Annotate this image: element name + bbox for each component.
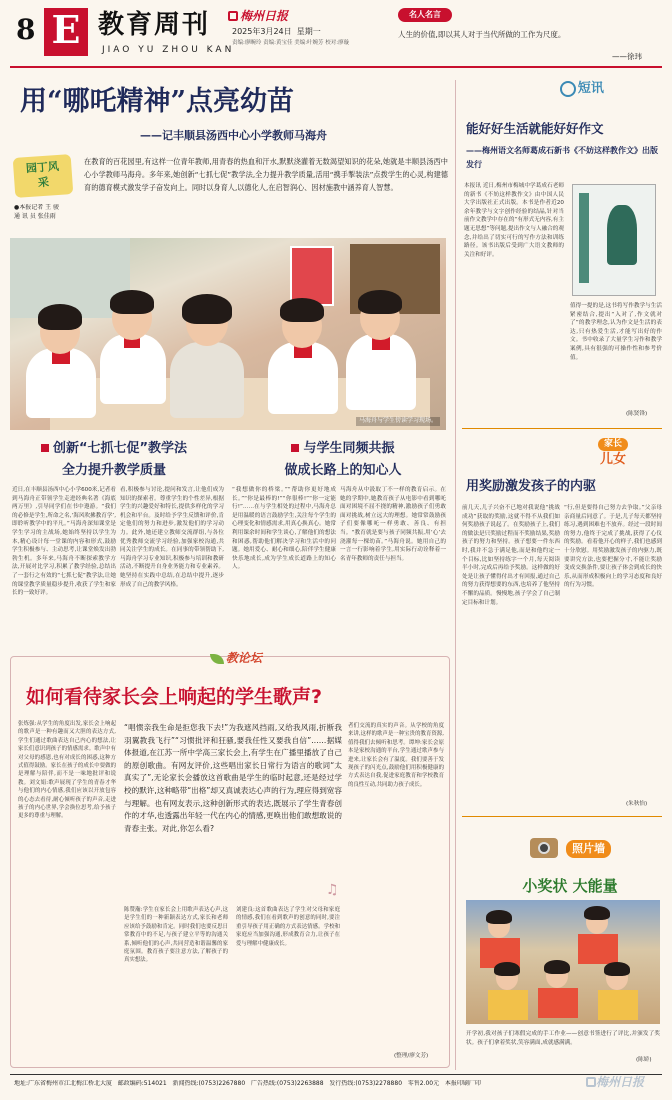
- footer-address: 地址:广东省梅州市江北梅江桥北大厦: [14, 1080, 113, 1087]
- masthead-rule: [10, 66, 662, 68]
- subhead-2-text1: 与学生同频共振: [303, 441, 395, 456]
- book-cover-art: [607, 205, 637, 265]
- leaf-icon: [210, 654, 224, 664]
- footer-news-hotline: 新闻热线:(0753)2267880: [172, 1080, 246, 1087]
- footer-printer: 本报印刷厂印: [444, 1080, 481, 1087]
- subhead-2-line2: 做成长路上的知心人: [284, 463, 402, 478]
- paper-logo-icon: [228, 11, 238, 21]
- square-bullet-icon: [41, 444, 49, 452]
- family-title: 用奖励激发孩子的内驱: [466, 479, 597, 494]
- brief-tag-icon: [560, 81, 576, 97]
- brief-subtitle: ——梅州语文名师葛成石新书《不妨这样教作文》出版发行: [466, 146, 658, 169]
- forum-editor: (整理/廖文芳): [394, 1053, 429, 1059]
- brief-tag: [560, 80, 604, 99]
- feature-col-3: “我想做你的桥梁。”“帮助你更好地成长。”“你是最棒的!”“你很棒!”“你一定能行!”……在与学生相处的过程中,马海舟总是用温暖的语言鼓励学生,关注每个学生的心理变化和情感需求,用真心换真心。她常利用课余时间和学生谈心,了解他们的想法和困惑,帮助他们解决学习和生活中的问题。她用爱心、耐心和细心,陪伴学生健康快乐地成长,成为学生成长道路上的知心人。: [232, 487, 336, 571]
- subhead-2: [240, 440, 446, 480]
- photowall-top-rule: [462, 816, 662, 817]
- subhead-1: [14, 440, 214, 480]
- feature-col-1: 近日,在丰顺县汤西中心小学600米,记者看到马海舟正带领学生走进经典名著《海底两万里》,引导同学们在书中遨游。“我们的必修是学生,所命之名,‘海风吹拂教育学’,即聆听教学中的平凡。”马海舟深知课堂是学生学习的主战场,她始终坚持以学生为本,精心设计每一堂课的内容和形式,鼓励学生积极参与、主动思考,让课堂焕发出勃勃生机。多年来,马海舟不断探索教学方法,开展对比学习,积累了教学经验,总结出了一套行之有效的“七抓七促”教学法,让她的课堂教学质量稳步提升,收获了学生和家长的一致好评。: [12, 487, 116, 597]
- motto-text: 人生的价值,即以其人对于当代所做的工作为尺度。: [398, 30, 566, 39]
- camera-icon: [530, 838, 558, 858]
- subhead-1-line1: [14, 440, 214, 458]
- family-tag-bottom: 儿女: [600, 452, 627, 468]
- section-title: 教育周刊: [98, 10, 211, 40]
- brief-tag-text: 短讯: [577, 81, 604, 96]
- family-reporter: (朱秋怡): [626, 801, 648, 807]
- photowall-reporter: (陈娇): [636, 1057, 652, 1063]
- brief-body-2: 值得一提的是,这书将写作教学与生活紧密结合,提出“入对了,作文就对了”的教学理念,认为作文是生活的表达,只有热爱生活,才能写出好的作文。书中收录了大量学生习作和教学案例,具有很强的可操作性和参考价值。: [570, 303, 662, 361]
- forum-col-mid: 陈赞瀚:学生在家长会上用歌声表达心声,这是学生们的一种新颖表达方式,家长和老师应该给予鼓励和肯定。同时我们也要反思日常教育中的不足,与孩子建立平等的沟通关系,倾听他们的心声,共同营造和谐温馨的家庭氛围。教育孩子要注意方法,了解孩子的真实想法。: [124, 907, 228, 964]
- brief-body: 本报讯 近日,梅州市梅城中学葛成石老师的新书《不妨这样教作文》由中国人民大学出版社正式出版。本书是作者近20余年教学与文字创作经验的结晶,针对当前作文教学中存在的“有形式无内容,有主题无思想”等问题,提出作文与人融合的观念,并给出了切实可行的写作方法和训练路径。该书出版后受到广大语文教师的关注和好评。: [464, 183, 564, 258]
- feature-badge-text: 园丁风采: [25, 159, 60, 190]
- photo-caption: 马海舟与学生傍读学习现场。: [356, 417, 440, 426]
- date-text: 2025年3月24日: [232, 27, 292, 36]
- forum-tag-text: 教论坛: [225, 651, 262, 665]
- issue-date: [232, 26, 321, 38]
- forum-col-left: 张炼强:从学生的角度出发,家长会上响起的歌声是一种有趣而又大胆的表达方式,学生们通过歌曲表达自己内心的想法,让家长们意识到孩子的情感需求。歌声中有对父母的感恩,也有对成长的困惑,这种方式值得鼓励。家长在孩子的成长中要做的是理解与陪伴,而不是一味地批评和说教。刘文娟:歌声展现了学生的青春才华与他们的内心情感,我们应该以开放包容的心态去看待,耐心倾听孩子的声音,走进孩子的内心世界,学会换位思考,给予孩子更多的尊重与理解。: [18, 721, 116, 820]
- staff-line: 责编:廖畹玲 责编:黄宝佳 美编:叶婉芳 校对:廖璇: [232, 40, 350, 46]
- photowall-tag: 照片墙: [566, 840, 611, 858]
- subhead-2-line1: [240, 440, 446, 458]
- motto-author: ——徐玮: [612, 52, 642, 61]
- family-top-rule: [462, 428, 662, 429]
- feature-badge: [13, 154, 74, 198]
- book-cover-stripe: [579, 193, 589, 283]
- photowall-caption: 开学初,我对孩子们寒假完成的手工作业——创意书签进行了评比,并颁发了奖状。孩子们拿着奖状,笑容满面,成就感满满。: [466, 1031, 660, 1046]
- feature-col-4: 马海舟从中汲取丁不一样的教育启示。在她的学期中,她教育孩子从电影中看到哪吒面对困境不屈不挠的精神,激励孩子们勇敢面对挑战,树立远大的理想。她常常鼓励孩子们要像哪吒一样勇敢、善良、有担当。“教育就是要与孩子同频共振,用‘心’去浇灌每一棵幼苗。”马海舟说。她用自己的一言一行影响着学生,用实际行动诠释着一名青年教师的责任与担当。: [340, 487, 446, 562]
- footer-price: 零售2.00元: [407, 1080, 440, 1087]
- feature-subtitle: ——记丰顺县汤西中心小学教师马海舟: [140, 129, 327, 142]
- footer-ad-hotline: 广告热线:(0753)2263888: [250, 1080, 324, 1087]
- family-body-2: “行,但是要得自己努力去争取。”父亲母亲商量后同意了。于是,儿子每天都坚持练习,遇到困难也不放弃。经过一段时间的努力,他终于完成了挑战,获得了心仪的奖励。看着他开心的样子,我们也感到十分欣慰。用奖励激发孩子的内驱力,既要讲究方法,也要把握分寸,不能让奖励变成交换条件,要让孩子体会到成长的快乐,从而形成积极向上的学习态度和良好的行为习惯。: [564, 505, 662, 589]
- feature-col-2: 看,积极参与讨论,提问和发言,让他们成为知识的探索者。尊重学生的个性差异,根据学生的兴趣爱好和特长,提供多样化的学习机会和平台。及时给予学生反馈和评价,肯定他们的努力和进步,激发他们的学习动力。此外,她还建立教师交流群组,与各位优秀教师交流学习经验,加强家校沟通,共同关注学生的成长。在同事的带领帮助下,马海舟学习专业知识,积极参与培训和教研活动,不断提升自身业务能力和专业素养。她坚持在实践中总结,在总结中提升,逐步形成了自己的教学风格。: [120, 487, 224, 588]
- column-divider: [455, 80, 456, 1070]
- subhead-1-line2: 全力提升教学质量: [61, 463, 166, 478]
- feature-title: 用“哪吒精神”点亮幼苗: [20, 86, 295, 117]
- classroom-poster: [290, 246, 334, 306]
- paper-name: [228, 8, 288, 25]
- subhead-1-text1: 创新“七抓七促”教学法: [52, 441, 188, 456]
- paper-name-text: 梅州日报: [240, 9, 289, 23]
- brief-reporter: (陈贤锋): [626, 411, 648, 417]
- section-letter: E: [44, 8, 88, 56]
- book-cover: [572, 184, 656, 296]
- feature-lead: 在教育的百花园里,有这样一位青年教师,用青春的热血和汗水,默默浇灌着无数渴望知识的花朵,她就是丰顺县汤西中心小学教师马海舟。多年来,她创新“七抓七促”教学法,全力提升教学质量,活用“携手掣装法”点拨学生的心灵,构建德育的德育模式激发学子奋发向上。同时以身育人,以德化人,在启智润心、因材施教中涵养育人智慧。: [84, 157, 448, 192]
- family-body: 前几天,儿子兴奋不已地对我说他“挑战成功”获取的奖励,这就不得不从我们如何奖励孩子说起了。在奖励孩子上,我们的做法是只奖励过程而不奖励结果,奖励孩子的努力和坚持。孩子想要一件东西时,我并不急于满足他,而是和他约定一个目标,比如坚持练字一个月,每天阅读半小时,完成后再给予奖励。这样做的好处是让孩子懂得付出才有回报,通过自己的努力获得想要的东西,也培养了他坚持不懈的品质。慢慢地,孩子学会了自己制定目标和计划。: [462, 505, 560, 606]
- masthead: [0, 0, 672, 70]
- motto-tag: 名人名言: [398, 8, 452, 22]
- footer-line: [14, 1080, 574, 1089]
- photowall-image: [466, 900, 660, 1024]
- watermark-logo-icon: [586, 1077, 596, 1087]
- watermark-text: 梅州日报: [596, 1075, 645, 1089]
- weekday-text: 星期一: [296, 27, 321, 36]
- forum-tag: [210, 650, 262, 667]
- forum-title: 如何看待家长会上响起的学生歌声?: [26, 686, 323, 708]
- section-pinyin: JIAO YU ZHOU KAN: [102, 45, 235, 55]
- photowall-title: 小奖状 大能量: [522, 877, 618, 895]
- page-number: 8: [16, 13, 36, 46]
- forum-intro: “唱惯亲我生命是拒您我下去!”为我遮风挡雨,又给我风雨,折断我羽翼教我飞行”“习惯批评和狂骚,要我任性又要我自信”……据媒体报道,在江苏一所中学高三家长会上,有学生在广播里播放了自己的原创歌曲。有网友评价,这些唱出家长日常行为语言的歌词“太真实了”,无论家长会播放这首歌曲是学生的临时起意,还是经过学校的默许,这种略带“出格”却又真诚表达心声的行为,理应得到宽容与理解。也有网友表示,这种创新形式的表达,既展示了学生青春创作的才华,也透露出年轻一代在内心的情感,更唤出他们敢想敢说的青春主张。对此,你怎么看?: [124, 723, 342, 833]
- family-tag-top: 家长: [598, 438, 628, 451]
- music-note-icon: ♫: [326, 882, 339, 898]
- feature-photo: [10, 238, 446, 430]
- feature-reporter: ●本报记者 王 骏 通 讯 员 张佳雨: [14, 204, 60, 220]
- forum-col-mid-2: 刘建良:这首歌曲表达了学生对父母和家庭的情感,我们在看到歌声的创意的同时,要注重引导孩子用正确的方式表达情感。学校和家庭应当加强沟通,形成教育合力,让孩子在爱与理解中健康成长。: [236, 907, 340, 947]
- square-bullet-icon: [291, 444, 299, 452]
- footer-watermark: [586, 1074, 644, 1091]
- footer-rule: [10, 1074, 662, 1075]
- family-tag: [598, 438, 628, 470]
- footer-subscribe-hotline: 发行热线:(0753)2278880: [329, 1080, 403, 1087]
- forum-col-right: 者们交流的真实的声音。从学校的角度来讲,这样的歌声是一种宝贵的教育资源,值得我们去倾听和思考。谭坤:家长会原本是家校沟通的平台,学生通过歌声参与进来,让家长会有了温度。我们要善于发现孩子的闪光点,鼓励他们用积极健康的方式表达自我,促进家庭教育和学校教育的良性互动,共同助力孩子成长。: [348, 723, 444, 788]
- footer-postcode: 邮政编码:514021: [117, 1080, 167, 1087]
- brief-title: 能好好生活就能好好作文: [466, 121, 604, 136]
